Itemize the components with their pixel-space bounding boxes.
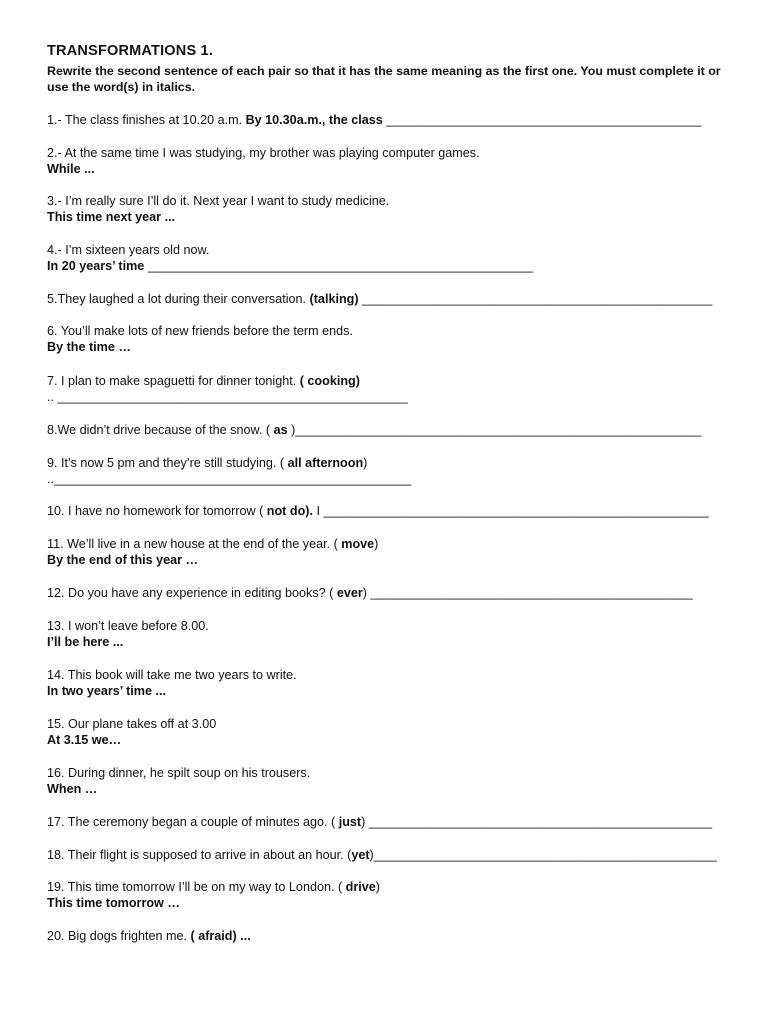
- exercise-line: [47, 339, 131, 355]
- sentence-text: )_________________________________________________: [369, 848, 717, 862]
- sentence-text: I _______________________________________________________: [312, 504, 709, 518]
- keyword-text: move: [341, 537, 375, 551]
- keyword-text: When …: [47, 782, 98, 796]
- keyword-text: By 10.30a.m., the class: [245, 113, 383, 127]
- sentence-text: )__________________________________________________________: [287, 423, 702, 437]
- keyword-text: all afternoon: [287, 456, 364, 470]
- exercise-line: [47, 928, 251, 944]
- sentence-text: ) _________________________________________________: [361, 815, 713, 829]
- exercise-line: [47, 732, 121, 748]
- sentence-text: ): [374, 537, 379, 551]
- sentence-text: .. __________________________________________________: [47, 390, 408, 404]
- keyword-text: drive: [345, 880, 376, 894]
- exercise-line: [47, 847, 717, 863]
- keyword-text: as: [273, 423, 288, 437]
- keyword-text: By the end of this year …: [47, 553, 199, 567]
- keyword-text: By the time …: [47, 340, 131, 354]
- exercise-line: [47, 895, 180, 911]
- keyword-text: In two years’ time ...: [47, 684, 166, 698]
- sentence-text: __________________________________________________: [358, 292, 713, 306]
- keyword-text: just: [338, 815, 362, 829]
- exercise-line: [47, 536, 378, 552]
- sentence-text: 5.They laughed a lot during their conversation.: [47, 292, 310, 306]
- sentence-text: 3.- I’m really sure I’ll do it. Next year I want to study medicine.: [47, 194, 390, 208]
- exercise-line: [47, 683, 166, 699]
- exercise-line: [47, 373, 360, 389]
- exercise-line: [47, 765, 310, 781]
- exercise-line: [47, 161, 95, 177]
- worksheet-title: TRANSFORMATIONS 1.: [47, 43, 214, 59]
- keyword-text: This time tomorrow …: [47, 896, 180, 910]
- sentence-text: 18. Their flight is supposed to arrive in about an hour. (: [47, 848, 352, 862]
- sentence-text: 11. We’ll live in a new house at the end of the year. (: [47, 537, 342, 551]
- sentence-text: 17. The ceremony began a couple of minutes ago. (: [47, 815, 339, 829]
- exercise-line: [47, 634, 123, 650]
- exercise-line: [47, 389, 408, 405]
- sentence-text: 20. Big dogs frighten me.: [47, 929, 191, 943]
- sentence-text: ..___________________________________________________: [47, 472, 412, 486]
- exercise-line: [47, 323, 353, 339]
- exercise-line: [47, 193, 389, 209]
- sentence-text: _______________________________________________________: [144, 259, 534, 273]
- sentence-text: 14. This book will take me two years to write.: [47, 668, 297, 682]
- exercise-line: [47, 781, 97, 797]
- keyword-text: yet: [351, 848, 370, 862]
- keyword-text: not do).: [266, 504, 313, 518]
- keyword-text: (talking): [309, 292, 359, 306]
- instructions: Rewrite the second sentence of each pair so that it has the same meaning as the first one. You must complete it or use the word(s) in italics.: [47, 64, 721, 94]
- exercise-line: [47, 455, 367, 471]
- keyword-text: ( afraid) ...: [190, 929, 251, 943]
- sentence-text: 6. You’ll make lots of new friends before the term ends.: [47, 324, 353, 338]
- exercise-line: [47, 667, 297, 683]
- keyword-text: While ...: [47, 162, 95, 176]
- exercise-line: [47, 242, 209, 258]
- sentence-text: 13. I won’t leave before 8.00.: [47, 619, 209, 633]
- exercise-line: [47, 585, 693, 601]
- exercise-line: [47, 716, 216, 732]
- sentence-text: 7. I plan to make spaguetti for dinner tonight.: [47, 374, 300, 388]
- sentence-text: 12. Do you have any experience in editing books? (: [47, 586, 337, 600]
- exercise-line: [47, 112, 701, 128]
- exercise-line: [47, 552, 198, 568]
- keyword-text: ( cooking): [299, 374, 360, 388]
- sentence-text: 16. During dinner, he spilt soup on his trousers.: [47, 766, 311, 780]
- keyword-text: In 20 years’ time: [47, 259, 145, 273]
- exercise-line: [47, 291, 712, 307]
- sentence-text: ): [363, 456, 368, 470]
- exercise-line: [47, 422, 702, 438]
- keyword-text: At 3.15 we…: [47, 733, 122, 747]
- sentence-text: 15. Our plane takes off at 3.00: [47, 717, 217, 731]
- exercise-line: [47, 879, 380, 895]
- keyword-text: ever: [336, 586, 363, 600]
- sentence-text: 19. This time tomorrow I’ll be on my way to London. (: [47, 880, 346, 894]
- exercise-line: [47, 209, 175, 225]
- sentence-text: 8.We didn’t drive because of the snow. (: [47, 423, 274, 437]
- sentence-text: 10. I have no homework for tomorrow (: [47, 504, 267, 518]
- exercise-line: [47, 145, 480, 161]
- sentence-text: _____________________________________________: [382, 113, 702, 127]
- sentence-text: 4.- I’m sixteen years old now.: [47, 243, 210, 257]
- exercise-line: [47, 471, 411, 487]
- keyword-text: This time next year ...: [47, 210, 176, 224]
- keyword-text: I’ll be here ...: [47, 635, 124, 649]
- sentence-text: 1.- The class finishes at 10.20 a.m.: [47, 113, 246, 127]
- exercise-line: [47, 258, 533, 274]
- sentence-text: 9. It’s now 5 pm and they’re still studying. (: [47, 456, 288, 470]
- exercise-line: [47, 814, 712, 830]
- sentence-text: ) ______________________________________________: [362, 586, 693, 600]
- sentence-text: 2.- At the same time I was studying, my brother was playing computer games.: [47, 146, 480, 160]
- exercise-line: [47, 618, 209, 634]
- sentence-text: ): [375, 880, 380, 894]
- exercise-line: [47, 503, 709, 519]
